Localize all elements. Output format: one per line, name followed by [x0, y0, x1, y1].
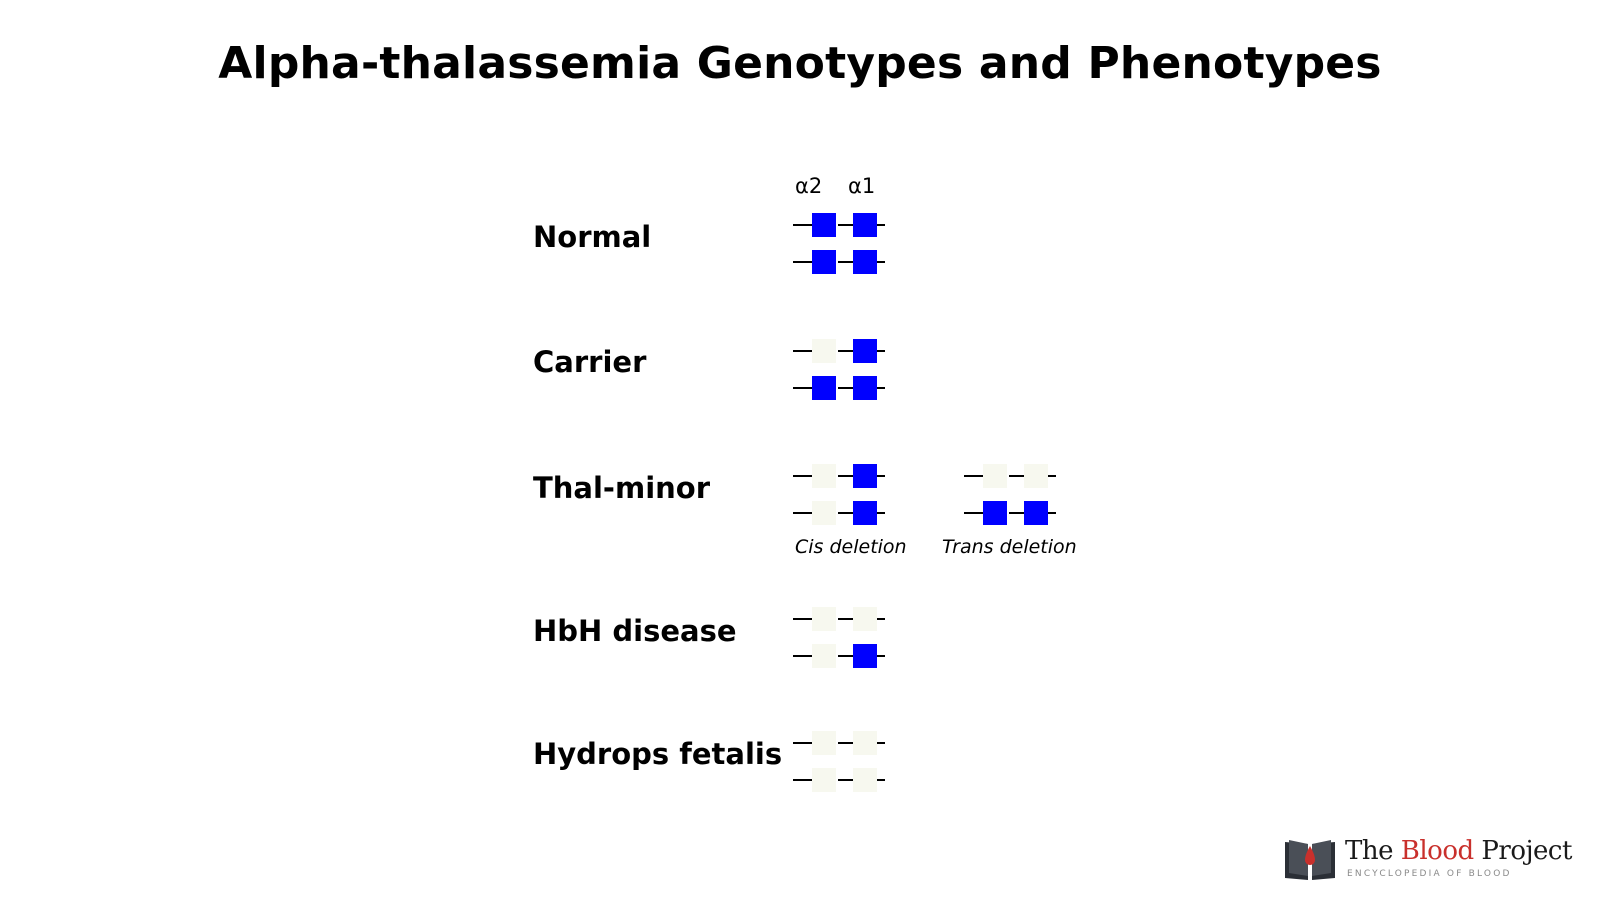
chromosome	[793, 501, 885, 525]
alpha-gene-present	[853, 501, 877, 525]
logo-name-part2: Project	[1473, 836, 1572, 866]
alpha-gene-present	[853, 376, 877, 400]
alpha-gene-deleted	[853, 731, 877, 755]
chromosome-gap	[836, 224, 838, 226]
row-label-hbh-disease: HbH disease	[533, 614, 737, 648]
alpha-gene-deleted	[812, 768, 836, 792]
alpha-gene-deleted	[983, 464, 1007, 488]
row-label-carrier: Carrier	[533, 345, 647, 379]
caption-trans-deletion: Trans deletion	[942, 536, 1077, 558]
alpha-gene-present	[853, 250, 877, 274]
caption-cis-deletion: Cis deletion	[795, 536, 907, 558]
chromosome	[793, 250, 885, 274]
row-label-hydrops-fetalis: Hydrops fetalis	[533, 737, 783, 771]
chromosome	[964, 464, 1056, 488]
alpha-gene-present	[853, 464, 877, 488]
logo-name-part1: The	[1345, 836, 1401, 866]
blood-project-logo	[1283, 836, 1572, 886]
row-label-thal-minor: Thal-minor	[533, 471, 711, 505]
chromosome	[793, 339, 885, 363]
open-book-icon	[1283, 836, 1337, 882]
row-label-normal: Normal	[533, 220, 652, 254]
alpha-gene-deleted	[812, 339, 836, 363]
alpha-gene-present	[812, 213, 836, 237]
chromosome-gap	[836, 261, 838, 263]
alpha-gene-deleted	[812, 501, 836, 525]
chromosome	[793, 376, 885, 400]
alpha-gene-deleted	[1024, 464, 1048, 488]
logo-subtitle: ENCYCLOPEDIA OF BLOOD	[1347, 869, 1512, 879]
alpha-gene-deleted	[853, 768, 877, 792]
alpha-gene-present	[853, 213, 877, 237]
chromosome	[793, 768, 885, 792]
alpha-gene-present	[853, 644, 877, 668]
chromosome-gap	[836, 512, 838, 514]
chromosome	[793, 731, 885, 755]
alpha-gene-deleted	[853, 607, 877, 631]
logo-name	[1345, 836, 1572, 866]
chromosome-gap	[836, 742, 838, 744]
chromosome-gap	[836, 350, 838, 352]
alpha-gene-deleted	[812, 607, 836, 631]
chromosome-gap	[836, 779, 838, 781]
chromosome	[793, 607, 885, 631]
alpha-gene-present	[812, 376, 836, 400]
alpha-gene-present	[853, 339, 877, 363]
page-title: Alpha-thalassemia Genotypes and Phenotypes	[218, 38, 1382, 89]
alpha-gene-present	[1024, 501, 1048, 525]
alpha2-gene-header: α2	[795, 174, 823, 198]
chromosome-gap	[836, 655, 838, 657]
chromosome-gap	[1007, 512, 1009, 514]
chromosome	[793, 644, 885, 668]
alpha-gene-deleted	[812, 644, 836, 668]
logo-name-accent: Blood	[1400, 836, 1474, 866]
chromosome-gap	[1007, 475, 1009, 477]
chromosome	[793, 213, 885, 237]
chromosome-gap	[836, 475, 838, 477]
chromosome-gap	[836, 618, 838, 620]
alpha-gene-deleted	[812, 464, 836, 488]
chromosome-gap	[836, 387, 838, 389]
alpha-gene-deleted	[812, 731, 836, 755]
alpha1-gene-header: α1	[848, 174, 876, 198]
alpha-gene-present	[812, 250, 836, 274]
chromosome	[964, 501, 1056, 525]
alpha-gene-present	[983, 501, 1007, 525]
chromosome	[793, 464, 885, 488]
